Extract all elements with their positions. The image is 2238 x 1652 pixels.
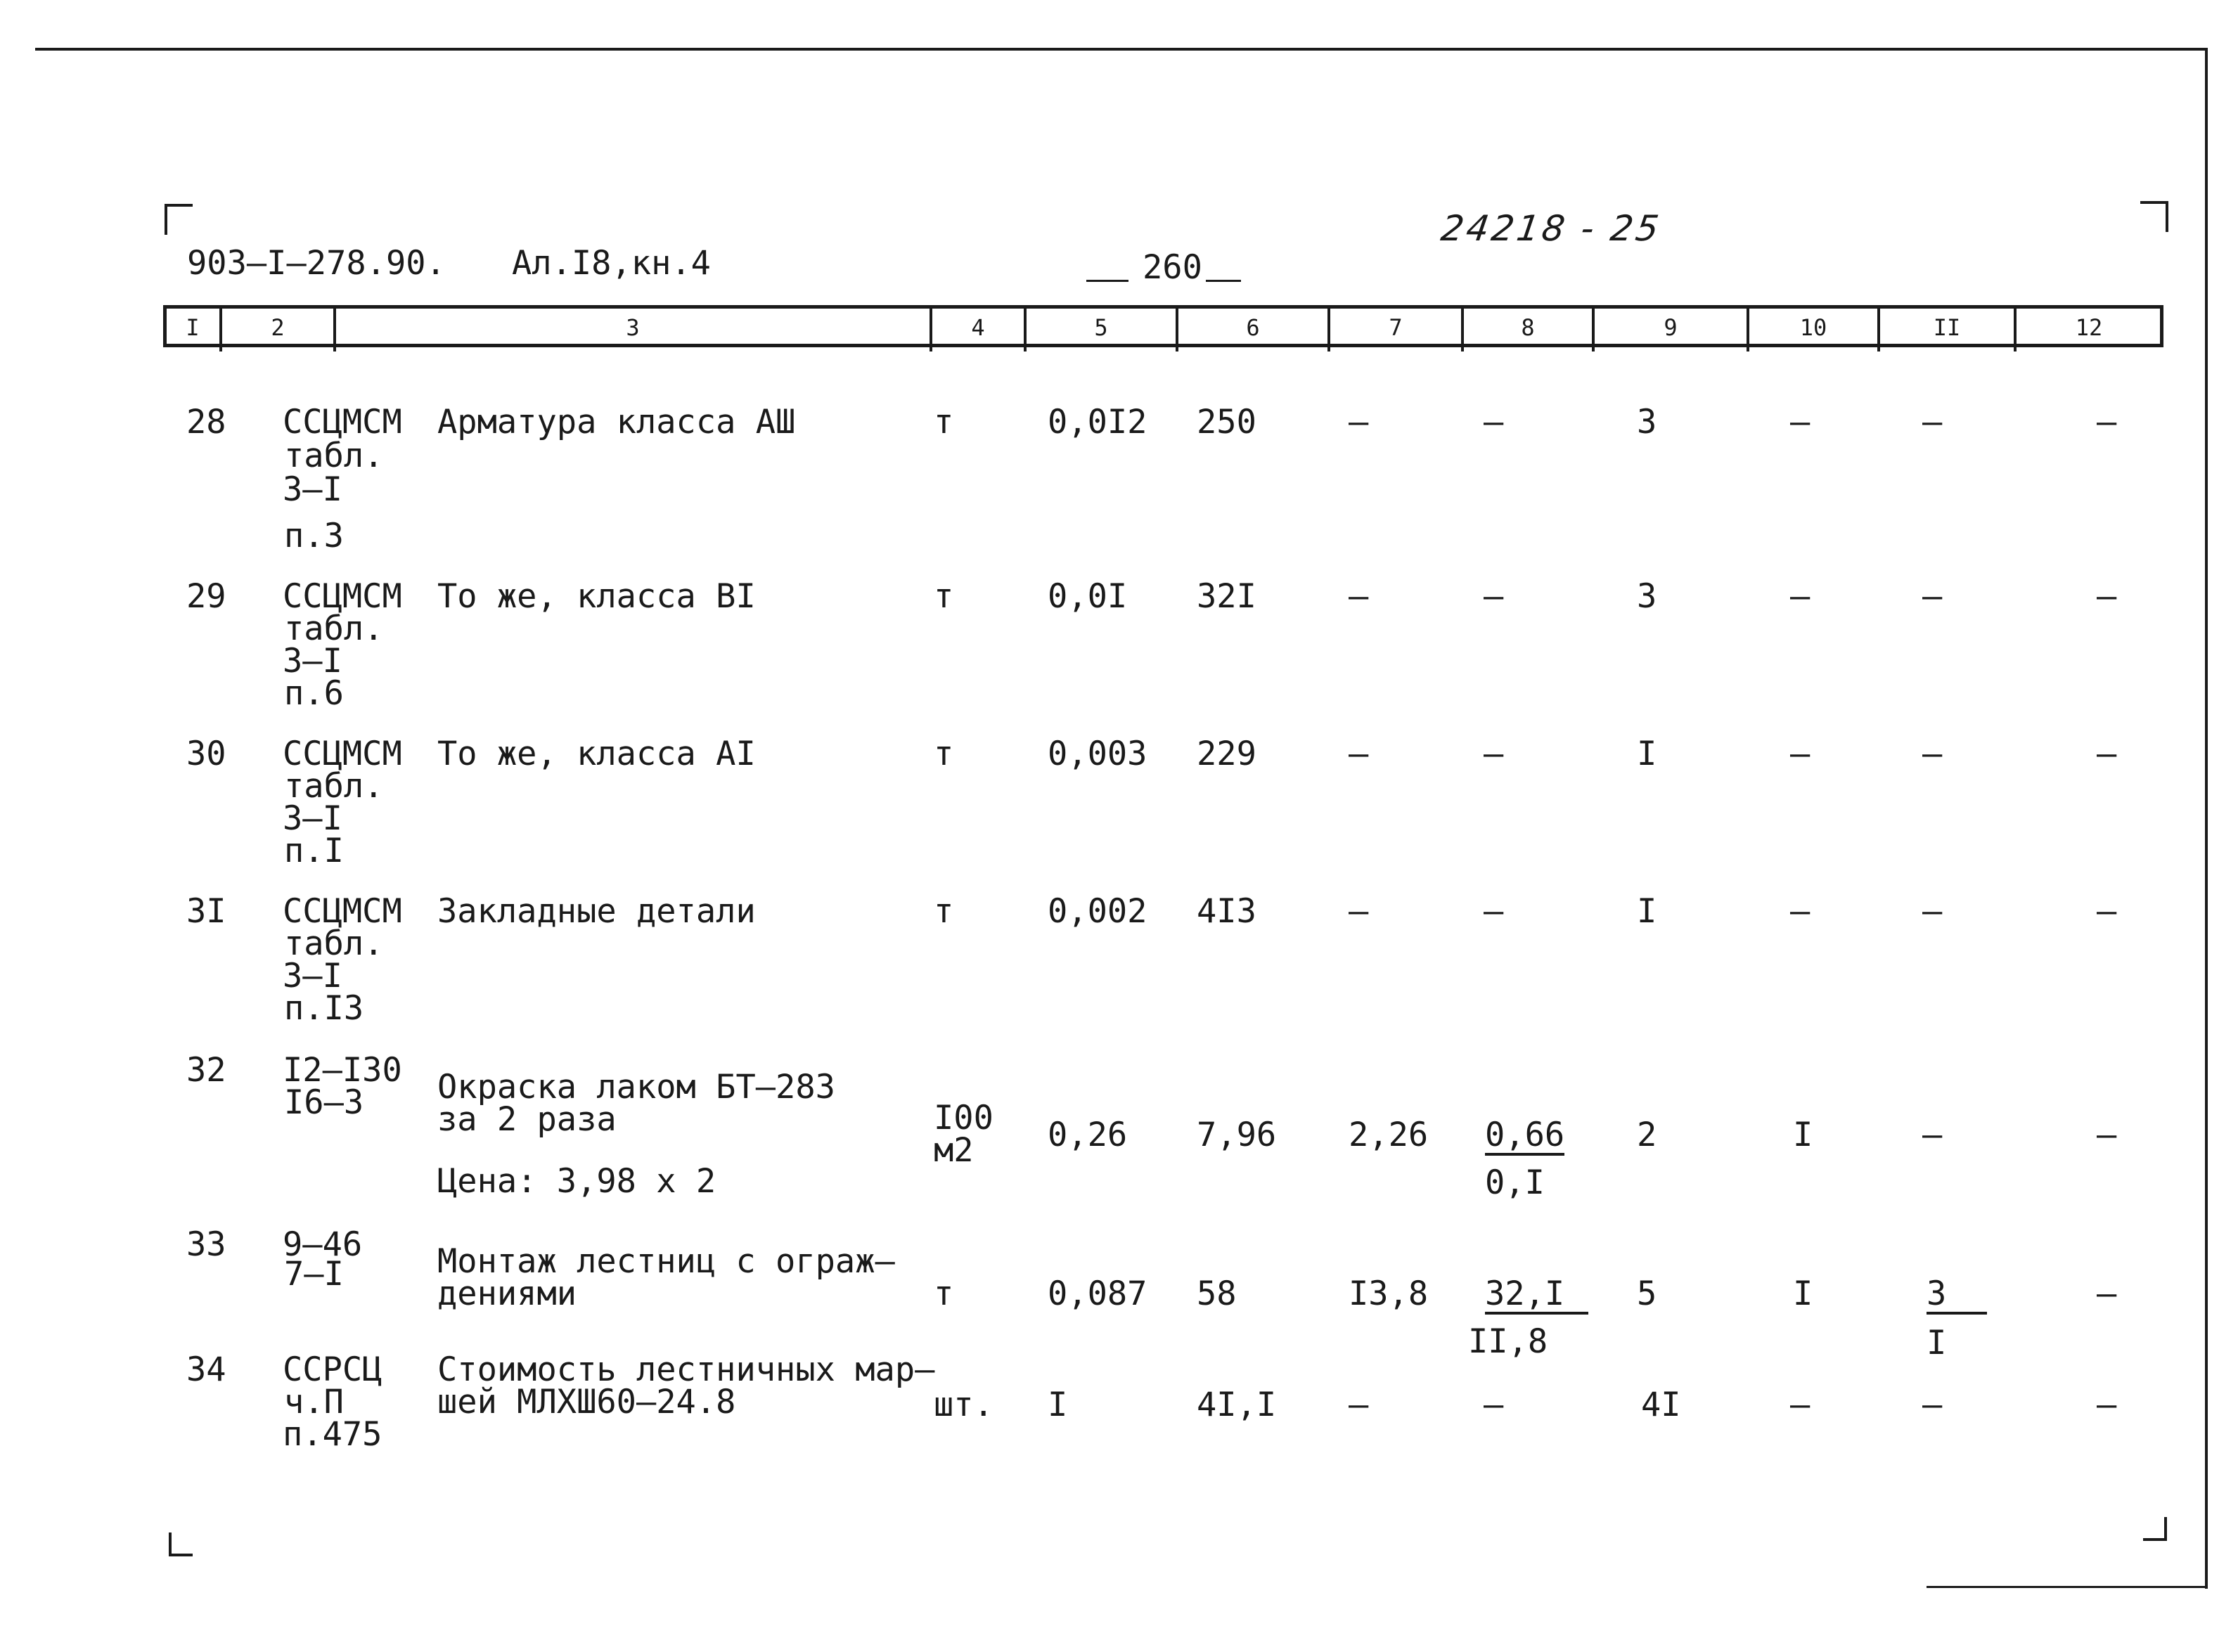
row-number: 32 xyxy=(186,1051,226,1090)
col-header-12: 12 xyxy=(2075,314,2103,341)
col-11-value: – xyxy=(1922,577,1943,616)
code-line: п.475 xyxy=(283,1415,382,1454)
col-header-1: I xyxy=(186,314,200,341)
col-header-10: 10 xyxy=(1799,314,1827,341)
row-number: 29 xyxy=(186,577,226,616)
col-7-value: – xyxy=(1349,577,1369,616)
col-8-value: – xyxy=(1484,1386,1504,1424)
code-line: 3–I xyxy=(283,470,342,509)
col-10-value: – xyxy=(1790,892,1811,931)
code-line: ССРСЦ xyxy=(283,1350,382,1389)
col-header-11: II xyxy=(1933,314,1961,341)
unit: т xyxy=(934,403,954,441)
unit: т xyxy=(934,577,954,616)
col-header-5: 5 xyxy=(1094,314,1108,341)
code-line: ССЦМСМ xyxy=(283,577,402,616)
frame-right-line xyxy=(2205,49,2208,1589)
item-name: То же, класса ВI xyxy=(437,577,756,616)
unit-price: 250 xyxy=(1197,403,1256,441)
col-9-value: 2 xyxy=(1637,1116,1657,1154)
code-line: 3–I xyxy=(283,642,342,680)
code-line: ССЦМСМ xyxy=(283,735,402,773)
col-8-value: 32,I xyxy=(1485,1278,1588,1315)
col-11-value: – xyxy=(1922,892,1943,931)
quantity: 0,003 xyxy=(1048,735,1147,773)
col-12-value: – xyxy=(2097,1116,2117,1154)
col-11-value: – xyxy=(1922,735,1943,773)
corner-mark-bottom-right xyxy=(2143,1517,2167,1541)
code-line: табл. xyxy=(284,437,384,475)
unit: т xyxy=(934,735,954,773)
page-number: 260 xyxy=(1086,252,1241,287)
col-9-value: I xyxy=(1637,892,1657,931)
quantity: 0,087 xyxy=(1048,1275,1147,1313)
unit-price: 4I3 xyxy=(1197,892,1256,931)
code-line: 9–46 xyxy=(283,1225,363,1264)
code-line: табл. xyxy=(284,924,384,963)
col-11-value: – xyxy=(1922,1386,1943,1424)
item-name: Закладные детали xyxy=(437,892,756,931)
col-8-value: – xyxy=(1484,735,1504,773)
col-12-value: – xyxy=(2097,577,2117,616)
item-name: Окраска лаком БТ–283 xyxy=(437,1068,835,1106)
col-8-value: – xyxy=(1484,892,1504,931)
col-header-6: 6 xyxy=(1246,314,1260,341)
unit-price: 58 xyxy=(1197,1275,1237,1313)
row-number: 28 xyxy=(186,403,226,441)
code-line: I2–I30 xyxy=(283,1051,402,1090)
col-9-value: 3 xyxy=(1637,577,1657,616)
code-line: 3–I xyxy=(283,957,342,995)
col-10-value: I xyxy=(1793,1116,1813,1154)
code-line: 3–I xyxy=(283,799,342,838)
col-8-value: – xyxy=(1484,577,1504,616)
row-number: 34 xyxy=(186,1350,226,1389)
code-line: п.6 xyxy=(284,674,344,713)
col-header-9: 9 xyxy=(1664,314,1678,341)
quantity: 0,0I xyxy=(1048,577,1128,616)
col-12-value: – xyxy=(2097,403,2117,441)
col-12-value: – xyxy=(2097,892,2117,931)
document-code: 903–I–278.90. xyxy=(187,244,446,283)
quantity: I xyxy=(1048,1386,1068,1424)
album-reference: Ал.I8,кн.4 xyxy=(512,244,711,283)
code-line: п.I xyxy=(284,832,344,870)
code-line: ч.П xyxy=(284,1383,344,1421)
col-11-subvalue: I xyxy=(1927,1324,1947,1362)
col-8-value: – xyxy=(1484,403,1504,441)
item-name: дениями xyxy=(437,1275,577,1313)
col-11-value: – xyxy=(1922,403,1943,441)
unit-price: 229 xyxy=(1197,735,1256,773)
code-line: п.3 xyxy=(284,517,344,555)
unit-price: 4I,I xyxy=(1197,1386,1277,1424)
quantity: 0,26 xyxy=(1048,1116,1128,1154)
corner-mark-bottom-left xyxy=(169,1532,193,1556)
unit: шт. xyxy=(934,1386,993,1424)
item-name: Монтаж лестниц с ограж– xyxy=(437,1242,895,1281)
handwritten-stamp: 24218 - 25 xyxy=(1438,208,1664,249)
corner-mark-top-right xyxy=(2140,201,2168,232)
unit: т xyxy=(934,892,954,931)
col-7-value: – xyxy=(1349,1386,1369,1424)
col-header-3: 3 xyxy=(626,314,640,341)
item-name: за 2 раза xyxy=(437,1100,617,1139)
col-9-value: 5 xyxy=(1637,1275,1657,1313)
col-12-value: – xyxy=(2097,1275,2117,1313)
item-name: То же, класса АI xyxy=(437,735,756,773)
col-11-value: 3 xyxy=(1927,1278,1987,1315)
col-8-subvalue: II,8 xyxy=(1468,1322,1548,1361)
code-line: 7–I xyxy=(284,1255,344,1293)
col-8-subvalue: 0,I xyxy=(1485,1163,1545,1202)
row-number: 30 xyxy=(186,735,226,773)
item-name: Арматура класса АШ xyxy=(437,403,796,441)
unit: м2 xyxy=(934,1131,974,1170)
col-10-value: – xyxy=(1790,403,1811,441)
col-header-4: 4 xyxy=(971,314,985,341)
col-8-value: 0,66 xyxy=(1485,1116,1565,1154)
col-10-value: – xyxy=(1790,1386,1811,1424)
item-name: Стоимость лестничных мар– xyxy=(437,1350,935,1389)
unit-price: 32I xyxy=(1197,577,1256,616)
code-line: п.I3 xyxy=(284,989,364,1028)
col-10-value: – xyxy=(1790,735,1811,773)
row-number: 33 xyxy=(186,1225,226,1264)
col-12-value: – xyxy=(2097,1386,2117,1424)
col-9-value: I xyxy=(1637,735,1657,773)
col-7-value: – xyxy=(1349,403,1369,441)
frame-top-line xyxy=(35,48,2208,51)
quantity: 0,002 xyxy=(1048,892,1147,931)
col-7-value: – xyxy=(1349,892,1369,931)
code-line: I6–3 xyxy=(284,1083,364,1122)
unit: т xyxy=(934,1275,954,1313)
row-number: 3I xyxy=(186,892,226,931)
code-line: ССЦМСМ xyxy=(283,892,402,931)
col-11-value: – xyxy=(1922,1116,1943,1154)
code-line: табл. xyxy=(284,609,384,648)
col-7-value: – xyxy=(1349,735,1369,773)
unit: I00 xyxy=(934,1099,993,1137)
item-name: шей МЛХШ60–24.8 xyxy=(437,1383,736,1421)
unit-price: 7,96 xyxy=(1197,1116,1277,1154)
frame-bottom-line xyxy=(1927,1586,2208,1588)
price-note: Цена: 3,98 х 2 xyxy=(437,1162,716,1201)
col-header-7: 7 xyxy=(1389,314,1403,341)
quantity: 0,0I2 xyxy=(1048,403,1147,441)
col-7-value: I3,8 xyxy=(1349,1275,1429,1313)
col-9-value: 3 xyxy=(1637,403,1657,441)
col-9-value: 4I xyxy=(1641,1386,1681,1424)
code-line: ССЦМСМ xyxy=(283,403,402,441)
col-7-value: 2,26 xyxy=(1349,1116,1429,1154)
corner-mark-top-left xyxy=(165,204,193,235)
col-12-value: – xyxy=(2097,735,2117,773)
col-header-2: 2 xyxy=(271,314,285,341)
col-10-value: I xyxy=(1793,1275,1813,1313)
col-10-value: – xyxy=(1790,577,1811,616)
col-header-8: 8 xyxy=(1521,314,1535,341)
code-line: табл. xyxy=(284,767,384,806)
